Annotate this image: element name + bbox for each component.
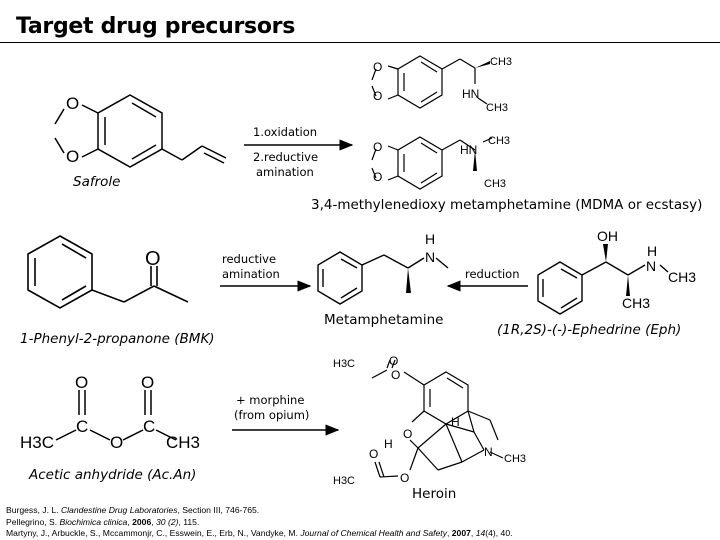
atom-label: CH3	[504, 453, 527, 465]
atom-label: HN	[462, 87, 480, 101]
reaction-label-morphine: + morphine	[236, 393, 305, 407]
atom-label: CH3	[484, 178, 507, 190]
bmk-structure	[28, 236, 188, 308]
reaction-label-amination: amination	[256, 165, 314, 179]
safrole-structure	[55, 95, 226, 167]
reaction-label-oxidation: 1.oxidation	[253, 125, 318, 139]
atom-label: OH	[597, 228, 618, 244]
atom-label: H	[425, 231, 436, 247]
reaction-label-bmk-reductive: reductive	[222, 252, 277, 266]
reference-3: Martyny, J., Arbuckle, S., Mccammonjr, C., Esswein, E., Erb, N., Vandyke, M. Journal of Chemical Health and Safety, 2007, 14(4), 40.	[6, 528, 513, 538]
references	[6, 505, 513, 540]
reaction-label-opium: (from opium)	[234, 408, 310, 422]
atom-label: N	[484, 445, 493, 459]
atom-label: O	[66, 94, 80, 113]
atom-label: O	[391, 368, 401, 382]
atom-label: CH3	[488, 135, 511, 147]
atom-label: H3C	[20, 433, 55, 452]
metamphetamine-label: Metamphetamine	[324, 312, 444, 328]
safrole-label: Safrole	[73, 174, 121, 190]
atom-label: O	[373, 89, 383, 103]
page-title: Target drug precursors	[16, 14, 296, 39]
ephedrine-label: (1R,2S)-(-)-Ephedrine (Eph)	[497, 322, 682, 338]
reaction-label-reductive: 2.reductive	[253, 150, 319, 164]
atom-label: N	[425, 249, 436, 265]
atom-label: O	[389, 354, 399, 368]
wedge-bond	[406, 268, 411, 293]
atom-label: O	[369, 447, 379, 461]
atom-label: N	[646, 258, 657, 274]
ephedrine-atoms	[597, 228, 696, 311]
reference-2: Pellegrino, S. Biochimica clinica, 2006, 30 (2), 115.	[6, 516, 200, 527]
acetic-anhydride-atoms	[20, 373, 200, 452]
heroin-atoms	[333, 354, 526, 487]
wedge-bond	[475, 61, 490, 68]
atom-label: H	[384, 437, 393, 451]
acetic-anhydride-label: Acetic anhydride (Ac.An)	[29, 467, 197, 483]
safrole-atoms	[66, 94, 79, 166]
atom-label: O	[403, 427, 413, 441]
atom-label: CH3	[486, 102, 509, 114]
atom-label: O	[110, 433, 124, 452]
atom-label: H	[647, 243, 658, 259]
reaction-label-reduction: reduction	[465, 267, 520, 281]
wedge-bond	[626, 275, 630, 296]
atom-label: O	[66, 147, 80, 166]
atom-label: O	[373, 140, 383, 154]
bmk-label: 1-Phenyl-2-propanone (BMK)	[20, 331, 215, 347]
atom-label: CH3	[668, 269, 697, 285]
mdma-label: 3,4-methylenedioxy metamphetamine (MDMA or ecstasy)	[311, 197, 703, 213]
atom-label: C	[143, 417, 156, 436]
atom-label: CH3	[622, 295, 651, 311]
atom-label: O	[373, 60, 383, 74]
atom-label: O	[373, 170, 383, 184]
atom-label: CH3	[166, 433, 201, 452]
reference-1: Burgess, J. L. Clandestine Drug Laboratories, Section III, 746-765.	[6, 505, 260, 515]
heroin-label: Heroin	[412, 486, 457, 502]
reaction-label-bmk-amination: amination	[222, 267, 280, 281]
wedge-bond	[603, 244, 608, 262]
atom-label: O	[145, 248, 161, 270]
atom-label: HN	[460, 143, 478, 157]
metamphetamine-atoms	[425, 231, 435, 265]
atom-label: CH3	[490, 56, 513, 68]
atom-label: O	[75, 373, 89, 392]
atom-label: O	[141, 373, 155, 392]
atom-label: H3C	[333, 475, 356, 487]
atom-label: C	[76, 417, 89, 436]
atom-label: H	[451, 415, 460, 429]
atom-label: H3C	[333, 358, 356, 370]
atom-label: O	[400, 471, 410, 485]
